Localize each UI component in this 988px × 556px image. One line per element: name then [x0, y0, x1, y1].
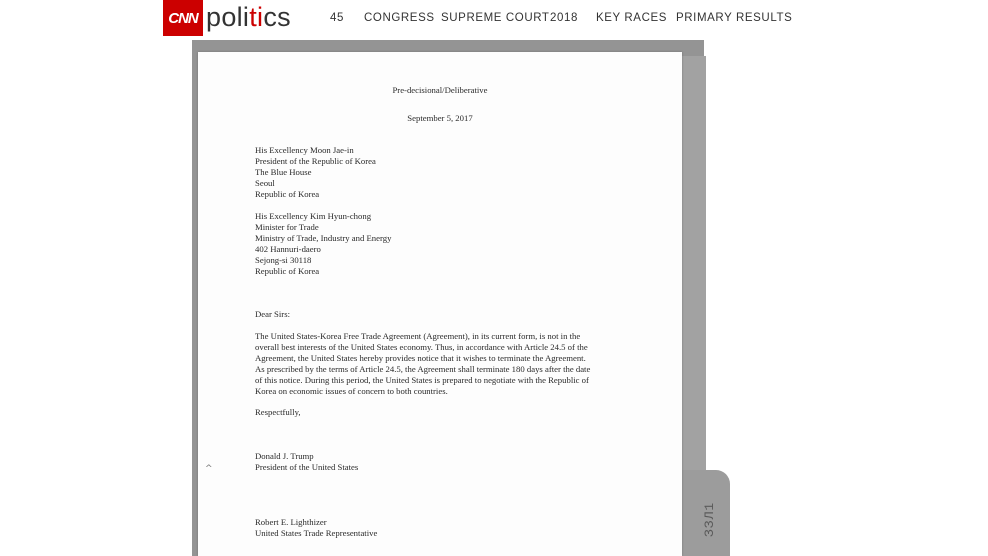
recipient1-line: Republic of Korea — [255, 189, 320, 199]
salutation: Dear Sirs: — [255, 309, 290, 319]
wordmark-part-c: cs — [263, 2, 291, 32]
body-line: of this notice. During this period, the United States is prepared to negotiate with the Republic of — [255, 375, 589, 385]
recipient2-line: His Excellency Kim Hyun-chong — [255, 211, 372, 221]
classification-label: Pre-decisional/Deliberative — [392, 85, 488, 95]
body-line: The United States-Korea Free Trade Agreement (Agreement), in its current form, is not in the — [255, 331, 581, 341]
closing: Respectfully, — [255, 407, 301, 417]
body-line: As prescribed by the terms of Article 24.5, the Agreement shall terminate 180 days after the date — [255, 364, 591, 374]
cnn-logo-text: CNN — [168, 9, 198, 27]
letter-date: September 5, 2017 — [407, 113, 473, 123]
recipient2-line: Republic of Korea — [255, 266, 320, 276]
margin-caret-icon: ^ — [205, 464, 213, 474]
recipient2-line: Ministry of Trade, Industry and Energy — [255, 233, 392, 243]
nav-item-key-races[interactable]: KEY RACES — [596, 12, 668, 24]
signer1-name: Donald J. Trump — [255, 451, 314, 461]
recipient2-line: Sejong-si 30118 — [255, 255, 312, 265]
signer1-title: President of the United States — [255, 462, 359, 472]
wordmark-part-a: poli — [206, 2, 250, 32]
letter-page — [198, 52, 682, 556]
wordmark-accent: ti — [249, 2, 264, 32]
recipient1-line: His Excellency Moon Jae-in — [255, 145, 354, 155]
recipient2-line: 402 Hannuri-daero — [255, 244, 321, 254]
nav-item-congress[interactable]: CONGRESS — [364, 12, 435, 24]
nav-item-2018[interactable]: 2018 — [550, 12, 578, 24]
body-line: overall best interests of the United States economy. Thus, in accordance with Article 24.5 of the — [255, 342, 588, 352]
recipient1-line: President of the Republic of Korea — [255, 156, 376, 166]
body-line: Korea on economic issues of concern to both countries. — [255, 386, 448, 396]
site-header — [0, 0, 988, 38]
recipient1-line: Seoul — [255, 178, 275, 188]
recipient1-line: The Blue House — [255, 167, 312, 177]
signer2-name: Robert E. Lighthizer — [255, 517, 327, 527]
nav-item-45[interactable]: 45 — [330, 12, 344, 24]
recipient2-line: Minister for Trade — [255, 222, 319, 232]
nav-item-primary-results[interactable]: PRIMARY RESULTS — [676, 12, 793, 24]
body-line: Agreement, the United States hereby provides notice that it wishes to terminate the Agreement. — [255, 353, 586, 363]
folder-tab-label: ЗЗЛ1 — [702, 501, 717, 537]
politics-wordmark[interactable] — [206, 0, 291, 36]
nav-item-supreme-court[interactable]: SUPREME COURT — [441, 12, 550, 24]
cnn-logo[interactable] — [163, 0, 203, 36]
signer2-title: United States Trade Representative — [255, 528, 378, 538]
